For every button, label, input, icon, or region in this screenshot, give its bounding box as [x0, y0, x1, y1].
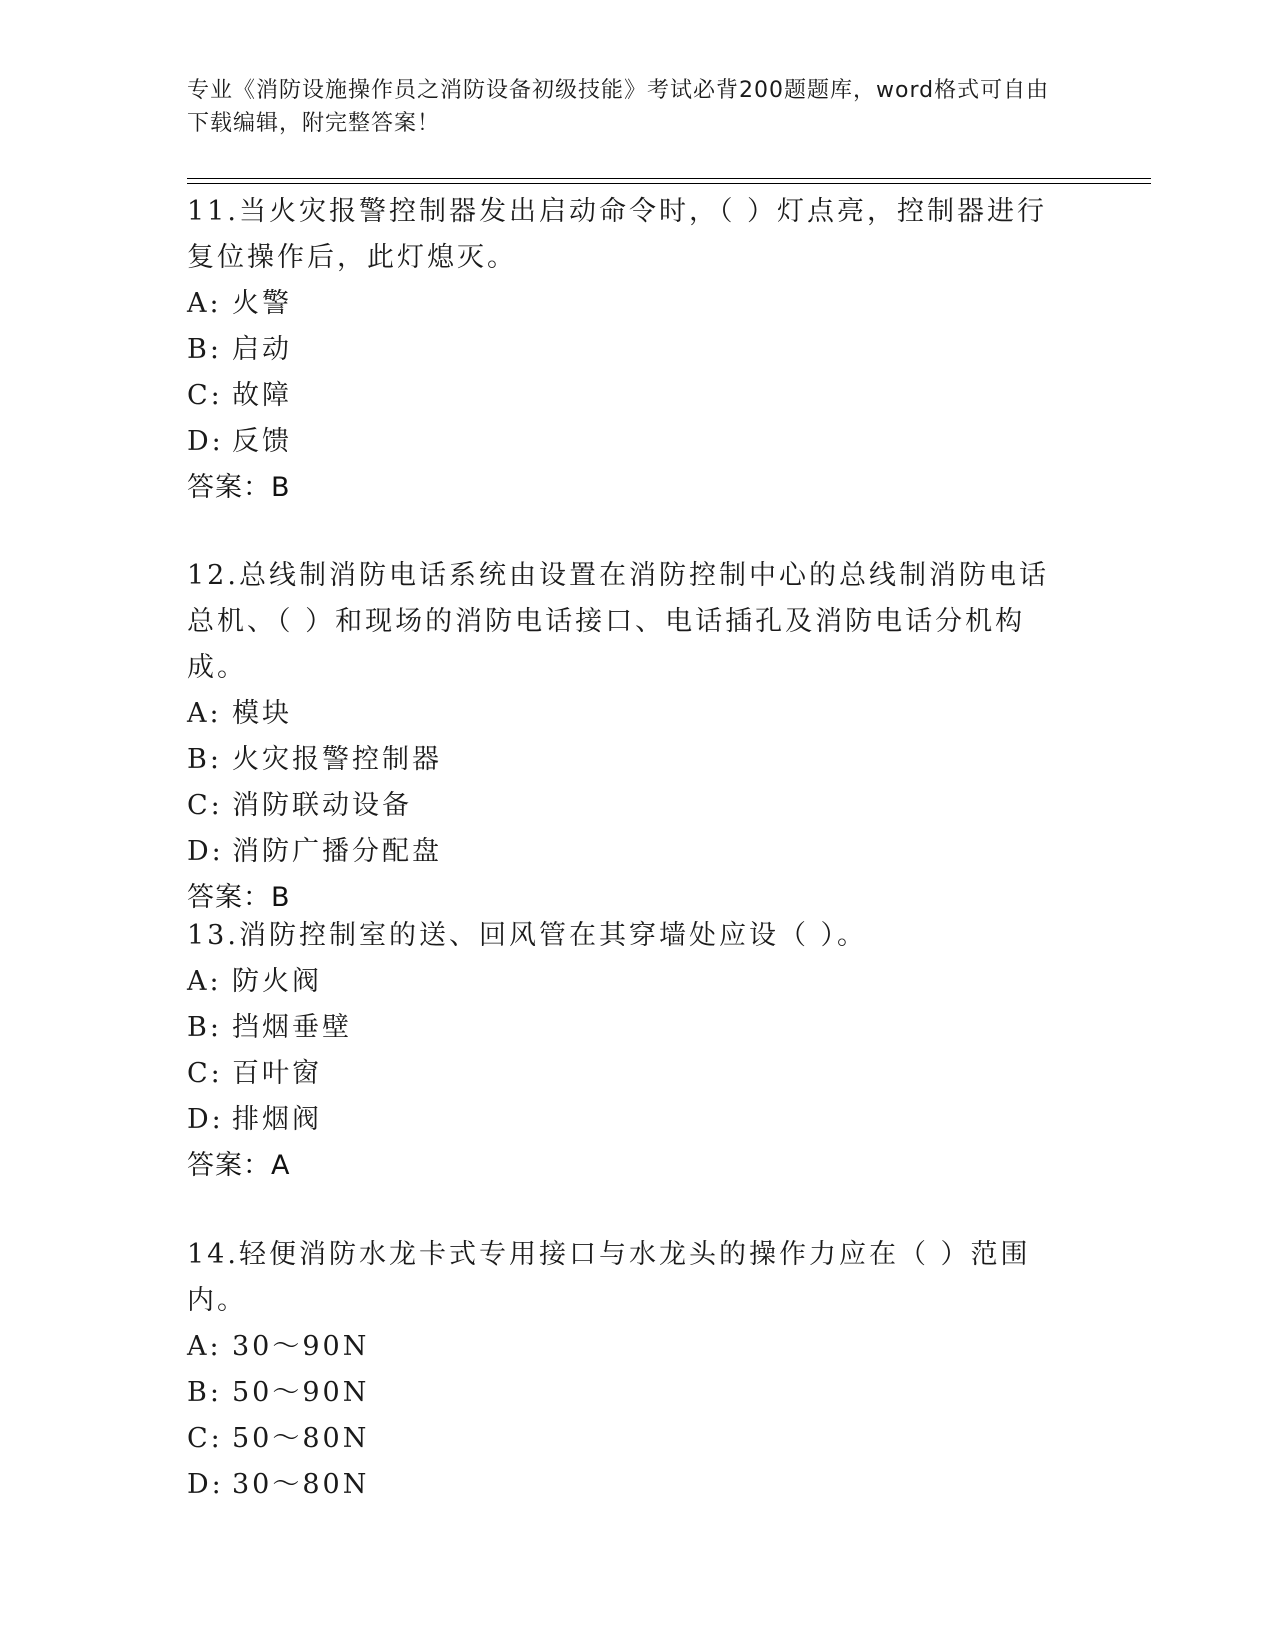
option-a: [187, 1324, 1067, 1370]
option-key: B:: [187, 744, 222, 775]
option-text: 挡烟垂壁: [232, 1012, 352, 1043]
option-b: [187, 737, 1067, 783]
option-key: D:: [187, 1469, 224, 1500]
option-text: 模块: [232, 698, 292, 729]
option-b: [187, 327, 1067, 373]
option-text: 30～90N: [232, 1331, 370, 1362]
option-text: 故障: [232, 380, 292, 411]
option-c: [187, 1051, 1067, 1097]
option-key: C:: [187, 790, 223, 821]
option-d: [187, 1462, 1067, 1508]
question-14: [187, 1232, 1067, 1508]
question-stem: 14.轻便消防水龙卡式专用接口与水龙头的操作力应在（ ）范围内。: [187, 1239, 1031, 1316]
option-c: [187, 783, 1067, 829]
option-text: 启动: [232, 334, 292, 365]
option-c: [187, 373, 1067, 419]
option-text: 排烟阀: [232, 1104, 322, 1135]
question-stem: 12.总线制消防电话系统由设置在消防控制中心的总线制消防电话总机、（ ）和现场的消防电话接口、电话插孔及消防电话分机构成。: [187, 560, 1049, 683]
option-key: D:: [187, 1104, 224, 1135]
question-stem: 11.当火灾报警控制器发出启动命令时，（ ）灯点亮，控制器进行复位操作后，此灯熄灭。: [187, 196, 1048, 273]
document-header: 专业《消防设施操作员之消防设备初级技能》考试必背200题题库，word格式可自由下载编辑，附完整答案！: [187, 78, 1050, 136]
option-key: A:: [187, 966, 222, 997]
option-b: [187, 1370, 1067, 1416]
option-a: [187, 691, 1067, 737]
header-divider-bottom: [187, 183, 1151, 184]
option-text: 50～80N: [232, 1423, 370, 1454]
option-key: A:: [187, 288, 222, 319]
question-12: [187, 553, 1067, 921]
option-key: B:: [187, 1012, 222, 1043]
option-key: D:: [187, 426, 224, 457]
option-text: 反馈: [232, 426, 292, 457]
option-key: C:: [187, 1058, 223, 1089]
option-text: 消防广播分配盘: [232, 836, 442, 867]
option-d: [187, 419, 1067, 465]
option-key: D:: [187, 836, 224, 867]
option-text: 防火阀: [232, 966, 322, 997]
option-b: [187, 1005, 1067, 1051]
question-13: [187, 913, 1067, 1189]
option-c: [187, 1416, 1067, 1462]
option-key: B:: [187, 1377, 222, 1408]
option-text: 50～90N: [232, 1377, 370, 1408]
option-key: C:: [187, 1423, 223, 1454]
question-11: [187, 189, 1067, 511]
option-text: 消防联动设备: [232, 790, 412, 821]
option-text: 30～80N: [232, 1469, 370, 1500]
option-d: [187, 1097, 1067, 1143]
answer-line: 答案：B: [187, 882, 291, 913]
question-stem: 13.消防控制室的送、回风管在其穿墙处应设（ ）。: [187, 920, 868, 951]
option-key: B:: [187, 334, 222, 365]
header-divider-top: [187, 178, 1151, 179]
option-text: 火警: [232, 288, 292, 319]
option-key: A:: [187, 1331, 222, 1362]
option-a: [187, 959, 1067, 1005]
option-key: C:: [187, 380, 223, 411]
answer-line: 答案：B: [187, 472, 291, 503]
option-a: [187, 281, 1067, 327]
option-d: [187, 829, 1067, 875]
option-key: A:: [187, 698, 222, 729]
option-text: 火灾报警控制器: [232, 744, 442, 775]
answer-line: 答案：A: [187, 1150, 291, 1181]
option-text: 百叶窗: [232, 1058, 322, 1089]
